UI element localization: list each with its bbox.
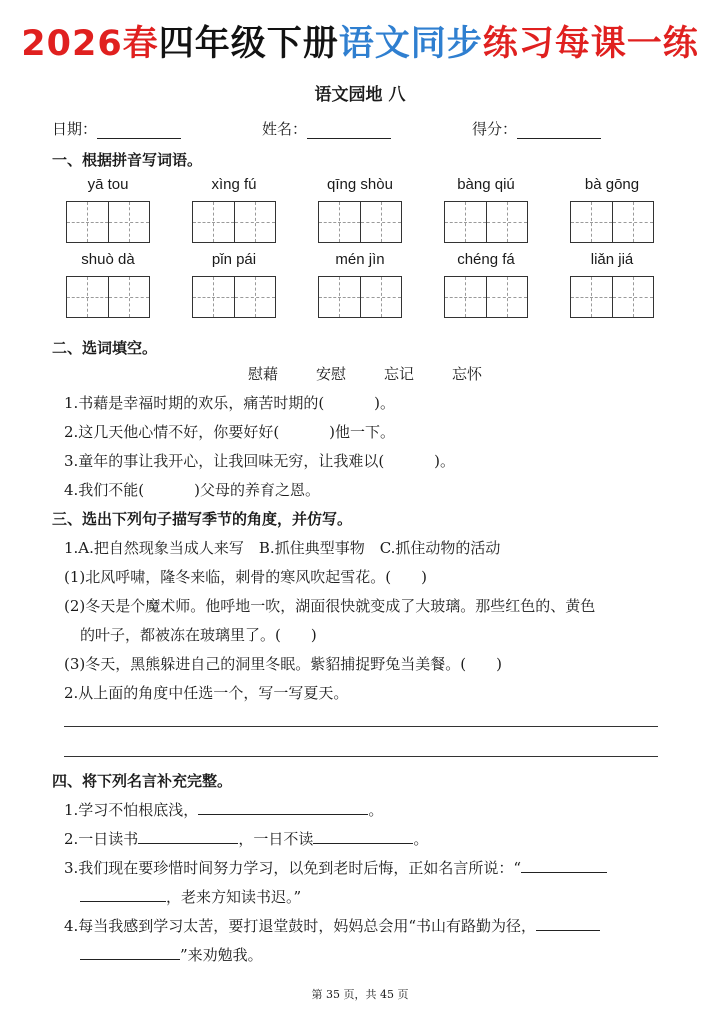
sentence-1: (1)北风呼啸，隆冬来临，刺骨的寒风吹起雪花。( ) [64,568,427,586]
fill-question-1: 1.书藉是幸福时期的欢乐，痛苦时期的( )。 [64,394,396,412]
date-blank[interactable] [97,122,181,139]
writing-box[interactable] [570,201,654,243]
answer-blank[interactable] [80,887,166,902]
name-blank[interactable] [307,122,391,139]
name-label: 姓名： [262,120,308,138]
word-choice: 慰藉 [248,365,279,383]
answer-blank[interactable] [521,858,607,873]
quote-question-1: 1.学习不怕根底浅， 。 [64,801,384,819]
quote-question-2: 2.一日读书 ，一日不读 。 [64,830,429,848]
name-field [262,118,391,139]
pinyin-label: shuò dà [81,251,135,268]
section-2-title: 二、选词填空。 [52,339,158,357]
word-choice: 安慰 [316,365,347,383]
page-subtitle: 语文园地 八 [314,85,406,105]
quote-question-4b: ”来劝勉我。 [80,944,263,965]
banner-part-4: 练习每课一练 [482,24,699,64]
pinyin-label: pǐn pái [211,251,257,268]
pinyin-label: bàng qiú [457,176,515,193]
section-4-title: 四、将下列名言补充完整。 [52,772,233,790]
pinyin-label: xìng fú [211,176,257,193]
quote-question-3b: ，老来方知读书迟。” [80,886,301,907]
answer-blank[interactable] [536,916,600,931]
banner-part-3: 语文同步 [338,24,483,64]
banner-part-1: 2026春 [21,24,159,64]
writing-line[interactable] [64,726,658,727]
fill-question-2: 2.这几天他心情不好，你要好好( )他一下。 [64,423,396,441]
writing-box[interactable] [318,276,402,318]
answer-blank[interactable] [313,829,413,844]
pinyin-label: mén jìn [335,251,385,268]
date-label: 日期： [52,120,98,138]
pinyin-label: bà gōng [584,176,640,193]
pinyin-label: qīng shòu [327,176,393,193]
sentence-2a: (2)冬天是个魔术师。他呼地一吹，湖面很快就变成了大玻璃。那些红色的、黄色 [64,597,596,615]
banner-part-2: 四年级下册 [158,24,339,64]
score-field [472,118,601,139]
writing-line[interactable] [64,756,658,757]
date-field [52,118,181,139]
answer-blank[interactable] [138,829,238,844]
writing-box[interactable] [570,276,654,318]
answer-blank[interactable] [80,945,180,960]
quote-question-3a: 3.我们现在要珍惜时间努力学习，以免到老时后悔，正如名言所说：“ [64,857,607,878]
fill-question-4: 4.我们不能( )父母的养育之恩。 [64,481,321,499]
word-choice: 忘怀 [452,365,483,383]
score-blank[interactable] [517,122,601,139]
answer-blank[interactable] [198,800,368,815]
section-3-title: 三、选出下列句子描写季节的角度，并仿写。 [52,510,353,528]
writing-box[interactable] [66,276,150,318]
fill-question-3: 3.童年的事让我开心，让我回味无穷，让我难以( )。 [64,452,456,470]
pinyin-label: yā tou [87,176,129,193]
section-1-title: 一、根据拼音写词语。 [52,151,203,169]
writing-box[interactable] [444,276,528,318]
score-label: 得分： [472,120,518,138]
word-choice: 忘记 [384,365,415,383]
page-footer: 第 35 页，共 45 页 [311,988,409,1001]
sentence-3: (3)冬天，黑熊躲进自己的洞里冬眠。紫貂捕捉野兔当美餐。( ) [64,655,502,673]
writing-box[interactable] [192,201,276,243]
quote-question-4a: 4.每当我感到学习太苦，要打退堂鼓时，妈妈总会用“书山有路勤为径， [64,915,600,936]
sentence-2b: 的叶子，都被冻在玻璃里了。( ) [80,626,317,644]
banner-title [0,22,720,66]
question-options: 1.A.把自然现象当成人来写 B.抓住典型事物 C.抓住动物的活动 [64,539,501,557]
pinyin-label: liǎn jiá [590,251,634,268]
writing-box[interactable] [444,201,528,243]
question-2: 2.从上面的角度中任选一个，写一写夏天。 [64,684,349,702]
writing-box[interactable] [192,276,276,318]
writing-box[interactable] [318,201,402,243]
pinyin-label: chéng fá [457,251,515,268]
writing-box[interactable] [66,201,150,243]
